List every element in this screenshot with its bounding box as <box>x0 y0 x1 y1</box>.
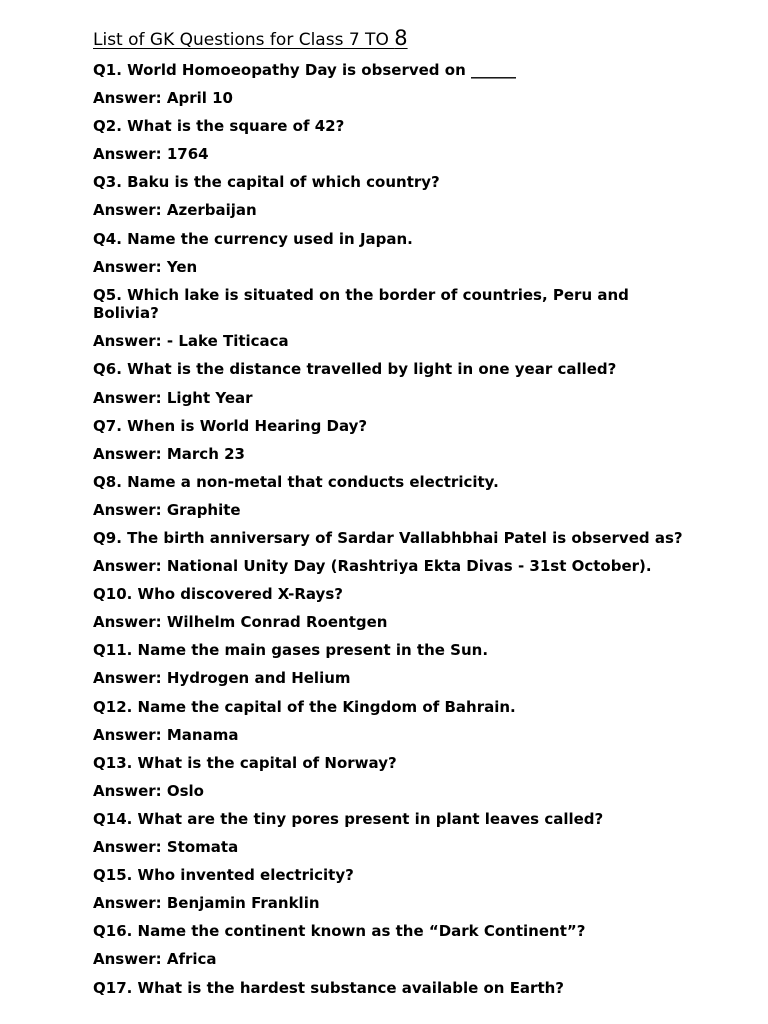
question-10: Q10. Who discovered X-Rays? <box>93 585 343 604</box>
question-2: Q2. What is the square of 42? <box>93 117 345 136</box>
question-13: Q13. What is the capital of Norway? <box>93 753 397 772</box>
answer-16: Answer: Africa <box>93 950 217 969</box>
question-16: Q16. Name the continent known as the “Dark Continent”? <box>93 922 586 941</box>
answer-7: Answer: March 23 <box>93 444 245 463</box>
question-8: Q8. Name a non-metal that conducts electricity. <box>93 472 499 491</box>
answer-6: Answer: Light Year <box>93 388 253 407</box>
answer-2: Answer: 1764 <box>93 145 209 164</box>
document-title <box>93 25 683 53</box>
question-6: Q6. What is the distance travelled by light in one year called? <box>93 360 617 379</box>
question-11: Q11. Name the main gases present in the Sun. <box>93 641 489 660</box>
answer-5: Answer: - Lake Titicaca <box>93 332 289 351</box>
answer-15: Answer: Benjamin Franklin <box>93 894 320 913</box>
document-page <box>93 25 683 1007</box>
answer-9: Answer: National Unity Day (Rashtriya Ekta Divas - 31st October). <box>93 557 652 576</box>
title-text: List of GK Questions for Class 7 TO <box>93 30 395 50</box>
question-5: Q5. Which lake is situated on the border of countries, Peru and Bolivia? <box>93 285 629 323</box>
answer-13: Answer: Oslo <box>93 781 204 800</box>
answer-12: Answer: Manama <box>93 725 239 744</box>
question-15: Q15. Who invented electricity? <box>93 866 354 885</box>
question-17: Q17. What is the hardest substance available on Earth? <box>93 978 565 997</box>
answer-11: Answer: Hydrogen and Helium <box>93 669 351 688</box>
answer-8: Answer: Graphite <box>93 500 241 519</box>
question-4: Q4. Name the currency used in Japan. <box>93 229 413 248</box>
question-3: Q3. Baku is the capital of which country? <box>93 173 440 192</box>
question-12: Q12. Name the capital of the Kingdom of Bahrain. <box>93 697 516 716</box>
answer-10: Answer: Wilhelm Conrad Roentgen <box>93 613 388 632</box>
title-number: 8 <box>394 26 408 50</box>
answer-4: Answer: Yen <box>93 257 198 276</box>
question-7: Q7. When is World Hearing Day? <box>93 416 368 435</box>
question-1: Q1. World Homoeopathy Day is observed on ______ <box>93 61 516 79</box>
question-14: Q14. What are the tiny pores present in plant leaves called? <box>93 809 604 828</box>
answer-3: Answer: Azerbaijan <box>93 201 257 220</box>
answer-1: Answer: April 10 <box>93 89 233 108</box>
answer-14: Answer: Stomata <box>93 838 239 857</box>
question-9: Q9. The birth anniversary of Sardar Vallabhbhai Patel is observed as? <box>93 529 683 547</box>
